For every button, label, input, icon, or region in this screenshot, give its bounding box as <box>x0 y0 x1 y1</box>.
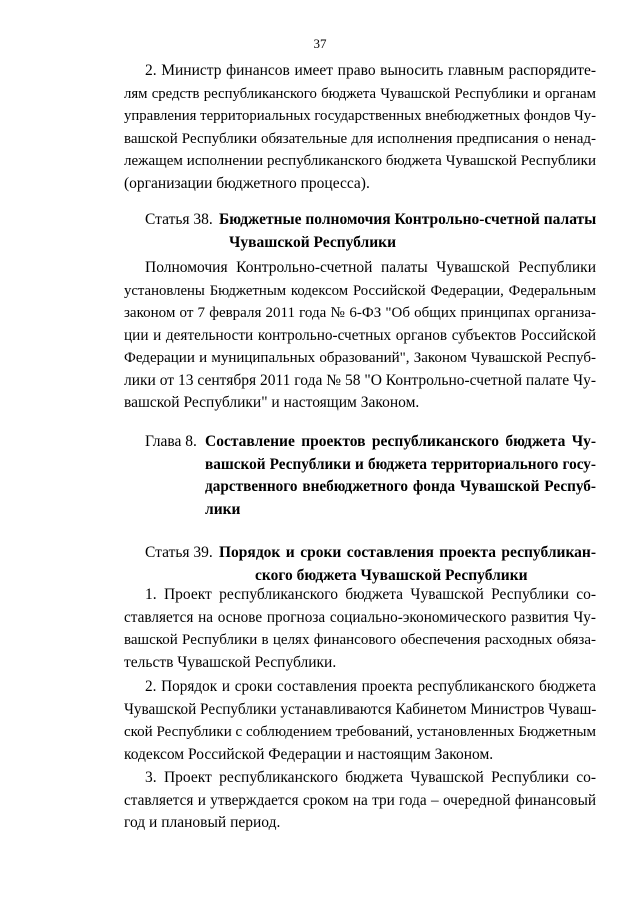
title-line: лики <box>205 500 241 518</box>
text-line: ставляется и утверждается сроком на три года – очередной финансовый <box>124 791 596 809</box>
article-label: Статья 39. <box>145 544 213 561</box>
title-line: ского бюджета Чувашской Республики <box>255 566 528 584</box>
text-line: установлены Бюджетным кодексом Российской Федерации, Федеральным <box>124 282 596 299</box>
text-line: кодексом Российской Федерации и настоящим Законом. <box>124 745 494 763</box>
text-line: лям средств республиканского бюджета Чувашской Республики и органам <box>124 85 596 102</box>
page-number: 37 <box>313 36 327 51</box>
title-line: Чувашской Республики <box>229 233 397 251</box>
text-line: ставляется на основе прогноза социально-экономического развития Чу- <box>124 608 596 626</box>
text-line: Чувашской Республики устанавливаются Кабинетом Министров Чуваш- <box>124 700 597 718</box>
text-line: Федерации и муниципальных образований", Законом Чувашской Респуб- <box>124 350 596 366</box>
chapter-label: Глава 8. <box>145 433 197 450</box>
text-line: (организации бюджетного процесса). <box>124 174 370 192</box>
text-line: вашской Республики обязательные для исполнения предписания о ненад- <box>124 130 596 147</box>
text-line: Полномочия Контрольно-счетной палаты Чувашской Республики <box>145 259 596 276</box>
text-line: вашской Республики" и настоящим Законом. <box>124 394 420 411</box>
paragraph-budget-draft-basis <box>124 584 596 674</box>
text-line: управления территориальных государственных внебюджетных фондов Чу- <box>124 108 596 124</box>
article-label: Статья 38. <box>145 211 213 228</box>
text-line: ской Республики с соблюдением требований, установленных Бюджетным <box>124 724 596 740</box>
title-line: Бюджетные полномочия Контрольно-счетной палаты <box>219 211 597 228</box>
text-line: лежащем исполнении республиканского бюджета Чувашской Республики <box>124 153 596 169</box>
paragraph-procedure-and-terms <box>124 676 596 766</box>
text-line: вашской Республики в целях финансового обеспечения расходных обяза- <box>124 632 596 648</box>
text-line: законом от 7 февраля 2011 года № 6-ФЗ "Об общих принципах организа- <box>124 305 596 321</box>
text-line: 2. Порядок и сроки составления проекта республиканского бюджета <box>145 678 596 695</box>
title-line: Составление проектов республиканского бюджета Чу- <box>205 433 596 450</box>
title-line: вашской Республики и бюджета территориального госу- <box>205 455 596 473</box>
text-line: 2. Министр финансов имеет право выносить главным распорядите- <box>145 62 596 79</box>
paragraph-control-chamber-powers <box>124 257 596 415</box>
text-line: 1. Проект республиканского бюджета Чувашской Республики со- <box>145 586 596 603</box>
text-line: 3. Проект республиканского бюджета Чувашской Республики со- <box>145 769 596 786</box>
title-line: дарственного внебюджетного фонда Чувашской Респуб- <box>205 478 596 495</box>
article-38-heading <box>145 209 596 254</box>
title-line: Порядок и сроки составления проекта республикан- <box>219 544 596 561</box>
text-line: лики от 13 сентября 2011 года № 58 "О Контрольно-счетной палате Чу- <box>124 371 596 389</box>
text-line: год и плановый период. <box>124 814 281 831</box>
text-line: тельств Чувашской Республики. <box>124 653 337 671</box>
article-title <box>219 542 596 587</box>
chapter-title <box>205 431 596 521</box>
paragraph-three-year-term <box>124 767 596 835</box>
paragraph-minister-rights <box>124 60 596 195</box>
chapter-8-heading <box>145 431 596 523</box>
article-title <box>219 209 596 254</box>
article-39-heading <box>145 542 596 587</box>
text-line: ции и деятельности контрольно-счетных органов субъектов Российской <box>124 326 596 344</box>
